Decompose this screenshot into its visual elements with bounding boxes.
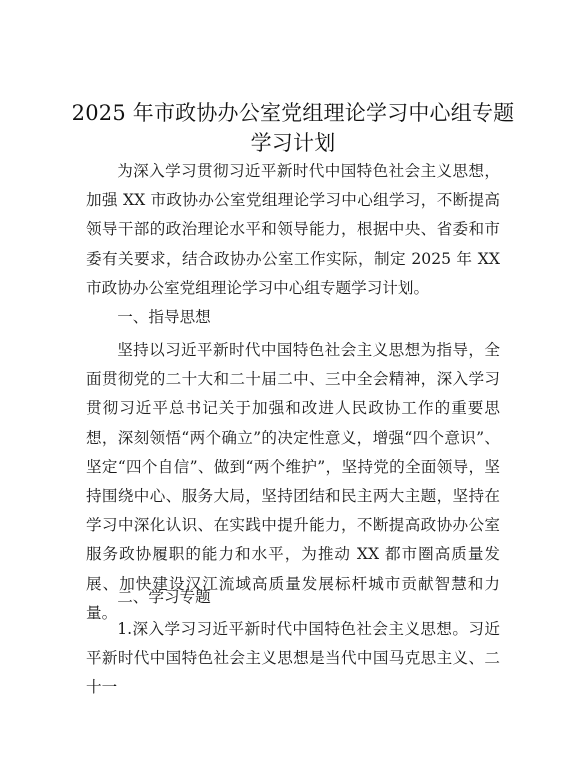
section-heading-study-topics: 二、学习专题 [117, 588, 211, 606]
section-paragraph-study-topics: 1.深入学习习近平新时代中国特色社会主义思想。习近平新时代中国特色社会主义思想是当代中国马克思主义、二十一 [86, 620, 500, 697]
section-paragraph-guiding-ideology: 坚持以习近平新时代中国特色社会主义思想为指导，全面贯彻党的二十大和二十届二中、三中全会精神，深入学习贯彻习近平总书记关于加强和改进人民政协工作的重要思想，深刻领悟“两个确立”的决定性意义，增强“四个意识”、坚定“四个自信”、做到“两个维护”，坚持党的全面领导，坚持围绕中心、服务大局，坚持团结和民主两大主题，坚持在学习中深化认识、在实践中提升能力，不断提高政协办公室服务政协履职的能力和水平，为推动 XX 都市圈高质量发展、加快建设汉江流域高质量发展标杆城市贡献智慧和力量。 [86, 341, 500, 622]
section-heading-guiding-ideology: 一、指导思想 [117, 308, 211, 326]
intro-paragraph: 为深入学习贯彻习近平新时代中国特色社会主义思想，加强 XX 市政协办公室党组理论学习中心组学习，不断提高领导干部的政治理论水平和领导能力，根据中央、省委和市委有关要求，结合政协办公室工作实际，制定 2025 年 XX 市政协办公室党组理论学习中心组专题学习计划。 [86, 162, 500, 297]
document-title: 2025 年市政协办公室党组理论学习中心组专题学习计划 [71, 101, 515, 155]
